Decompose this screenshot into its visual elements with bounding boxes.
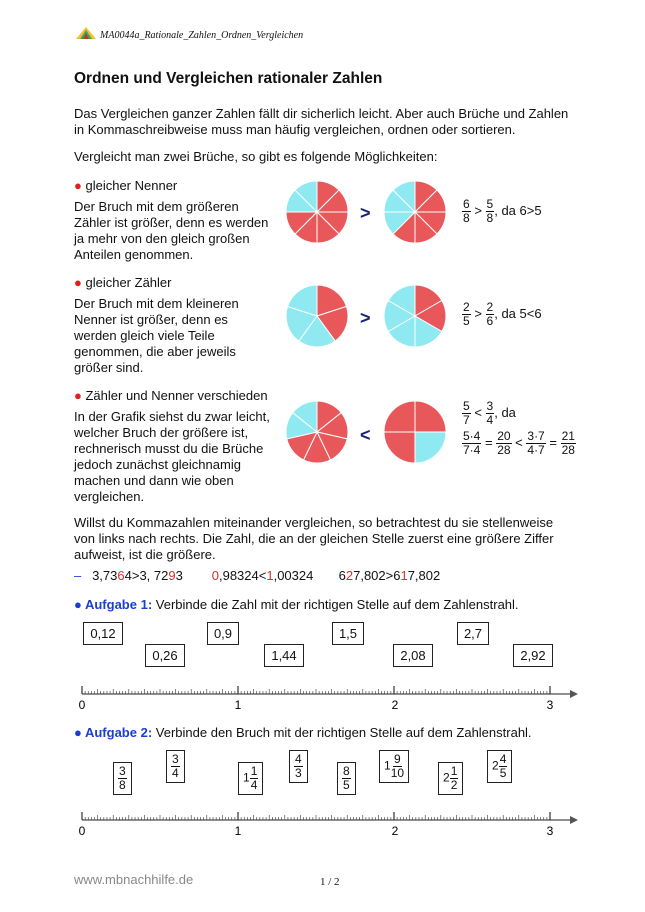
axis-label: 3 [546,824,554,838]
fraction-pie-graphics [285,176,460,481]
fraction-box[interactable]: $\frac{8}{5}$ [337,762,356,795]
intro-paragraph: Das Vergleichen ganzer Zahlen fällt dir sicherlich leicht. Aber auch Brüche und Zahlen in Kommaschreibweise muss man häufig vergleichen, ordnen oder sortieren. [74,106,569,137]
pie-slice [415,432,446,463]
comparison-3-calculation: $\frac{5\cdot 4}{7\cdot 4}$ = $\frac{20}{28}$ < $\frac{3\cdot 7}{4\cdot 7}$ = $\frac{21}{28}$ [463,429,575,457]
comparison-3: $\frac{5}{7}$ < $\frac{3}{4}$ , da [463,399,516,427]
fraction-box[interactable]: 2 $\frac{4}{5}$ [487,750,512,783]
fraction-box[interactable]: 1 $\frac{9}{10}$ [379,750,409,783]
intro-line: Vergleicht man zwei Brüche, so gibt es folgende Möglichkeiten: [74,149,438,164]
decimal-box[interactable]: 2,92 [513,644,553,667]
decimal-box[interactable]: 0,26 [145,644,185,667]
page-title: Ordnen und Vergleichen rationaler Zahlen [74,70,383,87]
pie-6-8 [286,181,348,243]
compare-symbol-2: > [360,308,371,328]
pie-slice [415,401,446,432]
pie-2-5 [286,285,348,347]
fraction-box[interactable]: $\frac{4}{3}$ [289,750,308,783]
decimal-box[interactable]: 1,44 [264,644,304,667]
pie-5-8 [384,181,446,243]
pie-slice [384,432,415,463]
axis-label: 2 [391,824,399,838]
pie-slice [384,401,415,432]
decimal-paragraph: Willst du Kommazahlen miteinander vergleichen, so betrachtest du sie stellenweise von links nach rechts. Die Zahl, die an der gleichen Stelle zuerst eine größere Ziffer aufweist, ist die größere. [74,515,554,562]
axis-label: 3 [546,698,554,712]
number-line-1 [70,682,580,712]
decimal-box[interactable]: 2,08 [393,644,433,667]
compare-symbol-1: > [360,203,371,223]
fraction-box[interactable]: 2 $\frac{1}{2}$ [438,762,463,795]
pie-5-7 [286,401,348,463]
document-id: MA0044a_Rationale_Zahlen_Ordnen_Vergleichen [100,30,304,41]
axis-label: 0 [78,698,86,712]
logo-icon [76,27,96,41]
decimal-box[interactable]: 2,7 [457,622,489,645]
task-1-heading: ● Aufgabe 1: Verbinde die Zahl mit der richtigen Stelle auf dem Zahlenstrahl. [74,597,519,612]
fraction-box[interactable]: $\frac{3}{8}$ [113,762,132,795]
decimal-box[interactable]: 0,9 [207,622,239,645]
number-line-2 [70,808,580,838]
comparison-2: $\frac{2}{5}$ > $\frac{2}{6}$ , da 5<6 [463,300,542,328]
case-different: ● Zähler und Nenner verschieden In der Grafik siehst du zwar leicht, welcher Bruch der größere ist, rechnerisch musst du die Brüche jedoch zunächst gleichnamig machen und dann wie oben vergleichen. [74,388,270,504]
decimal-box[interactable]: 0,12 [83,622,123,645]
axis-label: 1 [234,824,242,838]
pie-2-6 [384,285,446,347]
task-2-heading: ● Aufgabe 2: Verbinde den Bruch mit der richtigen Stelle auf dem Zahlenstrahl. [74,725,532,740]
axis-label: 1 [234,698,242,712]
footer-website: www.mbnachhilfe.de [74,872,194,887]
pie-3-4 [384,401,446,463]
comparison-1: $\frac{6}{8}$ > $\frac{5}{8}$ , da 6>5 [463,197,542,225]
decimal-box[interactable]: 1,5 [332,622,364,645]
decimal-examples: – 3,7364>3, 7293 0,98324<1,00324 627,802>617,802 [74,568,441,583]
fraction-box[interactable]: $\frac{3}{4}$ [166,750,185,783]
case-equal-denominator: ● gleicher Nenner Der Bruch mit dem größeren Zähler ist größer, denn es werden ja mehr von den gleich großen Anteilen genommen. [74,178,269,262]
axis-label: 0 [78,824,86,838]
page-number: 1 / 2 [320,876,340,888]
axis-label: 2 [391,698,399,712]
case-equal-numerator: ● gleicher Zähler Der Bruch mit dem kleineren Nenner ist größer, denn es werden gleich viele Teile genommen, die aber jeweils größer sind. [74,275,239,375]
compare-symbol-3: < [360,425,371,445]
fraction-box[interactable]: 1 $\frac{1}{4}$ [238,762,263,795]
